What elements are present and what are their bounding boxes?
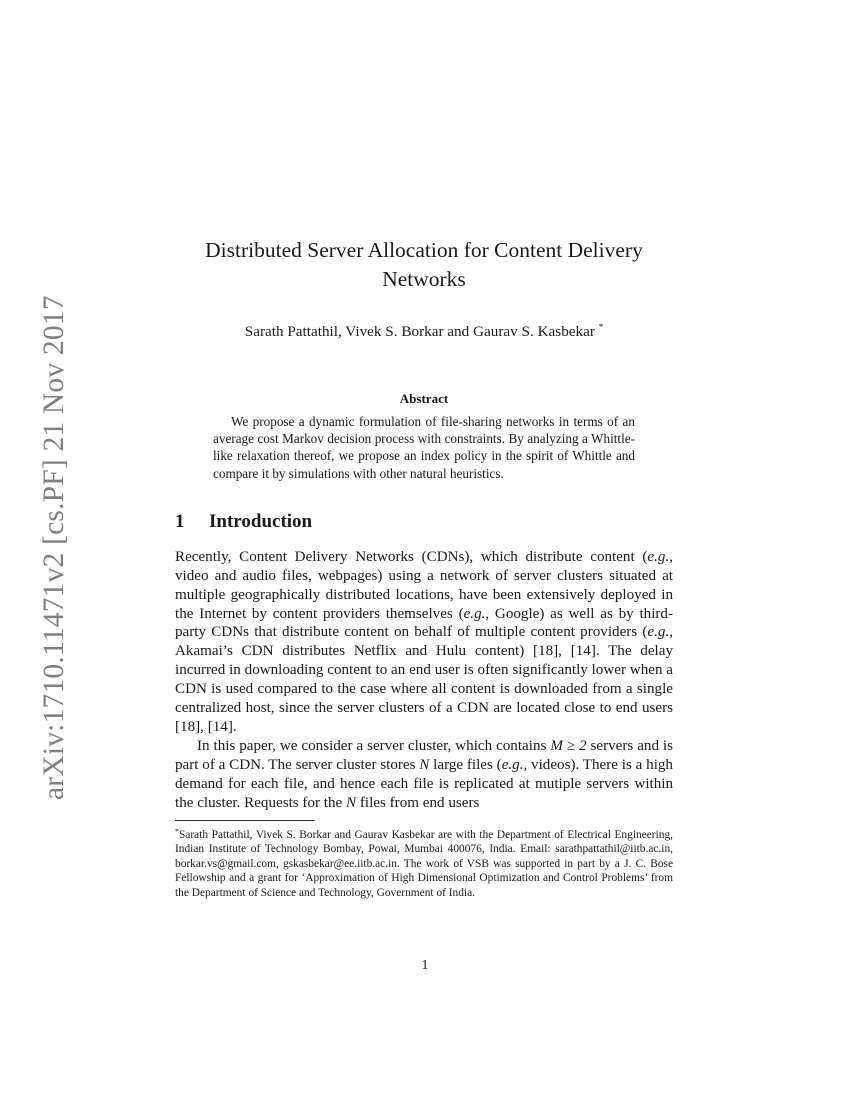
paper-title (175, 236, 673, 294)
p2-text-e: files from end users (356, 794, 480, 811)
section-title: Introduction (209, 510, 313, 532)
paper-page (175, 236, 673, 912)
p2-text-c: large files ( (429, 756, 502, 773)
footnote-text: Sarath Pattathil, Vivek S. Borkar and Gaurav Kasbekar are with the Department of Electrical Engineering, Indian Institute of Technology Bombay, Powai, Mumbai 400076, India. Email: sarathpattathil@iitb.ac.in, borkar.vs@gmail.com, gskasbekar@ee.iitb.ac.in. The work of VSB was supported in part by a J. C. Bose Fellowship and a grant for ‘Approximation of High Dimensional Optimization and Control Problems’ from the Department of Science and Technology, Government of India. (175, 828, 673, 899)
p1-text-a: Recently, Content Delivery Networks (CDNs), which distribute content ( (175, 548, 648, 565)
p1-eg-1: e.g. (647, 548, 670, 565)
p2-math-n-2: N (346, 794, 357, 811)
p1-text-d: , Akamai’s CDN distributes Netflix and Hulu content) [18], [14]. The delay incurred in downloading content to an end user is often significantly lower when a CDN is used compared to the case where all content is downloaded from a single centralized host, since the server clusters of a CDN are located close to end users [18], [14]. (175, 624, 673, 735)
p2-math-n-1: N (419, 756, 430, 773)
page-number: 1 (421, 958, 429, 973)
authors-text: Sarath Pattathil, Vivek S. Borkar and Gaurav S. Kasbekar (244, 323, 595, 340)
section-heading-introduction (175, 510, 673, 534)
section-number: 1 (175, 510, 185, 532)
author-footnote (175, 825, 673, 901)
p2-text-a: In this paper, we consider a server cluster, which contains (197, 737, 551, 754)
title-line-1: Distributed Server Allocation for Content Delivery (205, 238, 643, 262)
title-line-2: Networks (382, 267, 466, 291)
intro-paragraph-1 (175, 548, 673, 737)
p1-eg-3: e.g. (647, 624, 670, 641)
footnote-divider (175, 820, 315, 821)
p1-eg-2: e.g. (463, 605, 486, 622)
abstract-text: We propose a dynamic formulation of file-sharing networks in terms of an average cost Markov decision process with constraints. By analyzing a Whittle-like relaxation thereof, we propose an index policy in the spirit of Whittle and compare it by simulations with other natural heuristics. (213, 414, 635, 481)
p2-text-b: servers and is part of a CDN. The server cluster stores (175, 737, 674, 773)
arxiv-identifier-stamp: arXiv:1710.11471v2 [cs.PF] 21 Nov 2017 (38, 295, 70, 800)
p1-text-b: , video and audio files, webpages) using a network of server clusters situated at multiple geographically distributed locations, have been extensively deployed in the Internet by content providers themselves ( (175, 548, 673, 622)
footnote-mark: * (175, 826, 179, 836)
abstract-heading: Abstract (399, 391, 449, 406)
intro-paragraph-2 (175, 737, 673, 813)
p2-math-servers: M ≥ 2 (550, 737, 587, 754)
author-footnote-mark: * (598, 322, 604, 332)
p2-text-d: , videos). There is a high demand for each file, and hence each file is replicated at mutiple servers within the cluster. Requests for the (175, 756, 673, 811)
p2-eg-1: e.g. (501, 756, 524, 773)
p1-text-c: , Google) as well as by third-party CDNs that distribute content on behalf of multiple content providers ( (175, 605, 673, 641)
author-list (175, 317, 673, 342)
